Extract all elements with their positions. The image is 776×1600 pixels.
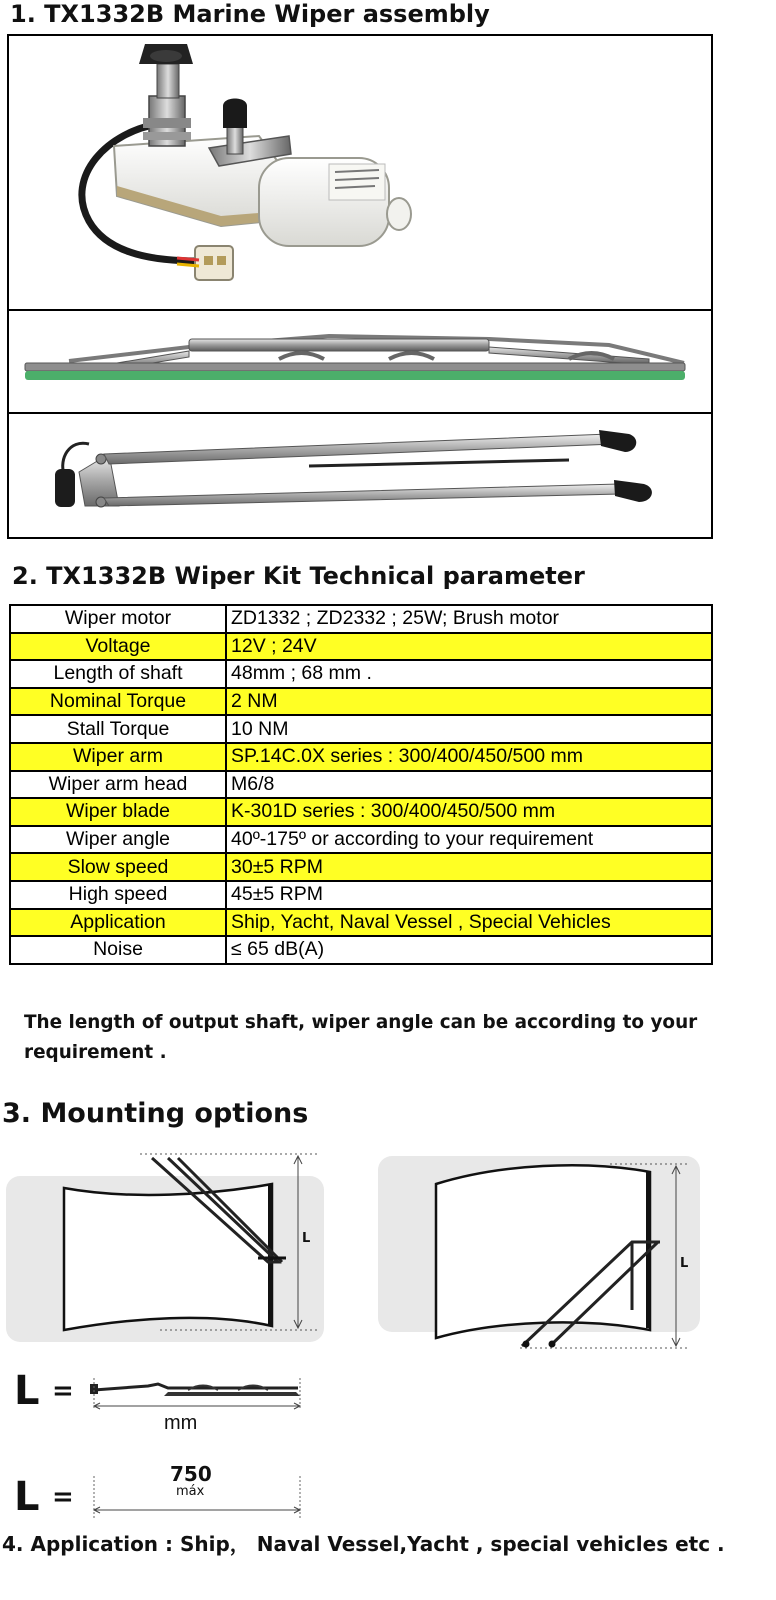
wiper-blade-photo	[9, 311, 711, 414]
spec-value: K-301D series : 300/400/450/500 mm	[226, 798, 712, 826]
spec-label: Slow speed	[10, 853, 226, 881]
spec-value: ≤ 65 dB(A)	[226, 936, 712, 964]
spec-label: Stall Torque	[10, 715, 226, 743]
spec-value: Ship, Yacht, Naval Vessel , Special Vehicles	[226, 909, 712, 937]
mounting-diagram-right	[370, 1150, 710, 1355]
table-row	[10, 936, 712, 964]
table-row	[10, 743, 712, 771]
spec-label: Wiper blade	[10, 798, 226, 826]
spec-label: Voltage	[10, 633, 226, 661]
section-title-parameters: 2. TX1332B Wiper Kit Technical parameter	[12, 562, 585, 590]
spec-value: 45±5 RPM	[226, 881, 712, 909]
spec-value: SP.14C.0X series : 300/400/450/500 mm	[226, 743, 712, 771]
formula-equals: =	[52, 1376, 74, 1406]
formula-symbol: L	[14, 1368, 40, 1414]
spec-label: Nominal Torque	[10, 688, 226, 716]
table-row	[10, 881, 712, 909]
length-label-left: L	[302, 1231, 311, 1246]
table-row	[10, 605, 712, 633]
table-row	[10, 909, 712, 937]
table-row	[10, 633, 712, 661]
spec-value: 10 NM	[226, 715, 712, 743]
wiper-arms-photo	[9, 414, 711, 537]
wiper-motor-photo	[9, 36, 711, 311]
table-row	[10, 826, 712, 854]
spec-value: ZD1332 ; ZD2332 ; 25W; Brush motor	[226, 605, 712, 633]
requirement-note: The length of output shaft, wiper angle can be according to your requirement .	[24, 1012, 698, 1063]
section-title-assembly: 1. TX1332B Marine Wiper assembly	[10, 0, 490, 28]
product-photo-frame	[7, 34, 713, 539]
table-row	[10, 771, 712, 799]
spec-label: Noise	[10, 936, 226, 964]
spec-label: Wiper arm	[10, 743, 226, 771]
spec-value: M6/8	[226, 771, 712, 799]
mounting-diagram-left	[0, 1150, 340, 1345]
max-symbol: L	[14, 1474, 40, 1520]
spec-value: 12V ; 24V	[226, 633, 712, 661]
spec-label: High speed	[10, 881, 226, 909]
spec-label: Wiper arm head	[10, 771, 226, 799]
max-length-value: 750	[170, 1462, 212, 1486]
table-row	[10, 798, 712, 826]
blade-dimension-sketch	[88, 1372, 308, 1412]
table-row	[10, 853, 712, 881]
technical-parameter-table	[9, 604, 713, 965]
max-length-dimension	[88, 1474, 308, 1520]
spec-value: 48mm ; 68 mm .	[226, 660, 712, 688]
spec-value: 30±5 RPM	[226, 853, 712, 881]
section-title-mounting: 3. Mounting options	[2, 1098, 309, 1129]
spec-value: 2 NM	[226, 688, 712, 716]
max-length-sub: máx	[176, 1484, 205, 1499]
table-row	[10, 688, 712, 716]
spec-label: Length of shaft	[10, 660, 226, 688]
spec-label: Wiper angle	[10, 826, 226, 854]
spec-label: Wiper motor	[10, 605, 226, 633]
spec-label: Application	[10, 909, 226, 937]
table-row	[10, 715, 712, 743]
table-row	[10, 660, 712, 688]
max-equals: =	[52, 1482, 74, 1512]
length-label-right: L	[680, 1256, 689, 1271]
formula-unit: mm	[164, 1412, 198, 1434]
section-title-application: 4. Application : Ship， Naval Vessel,Yacht , special vehicles etc .	[2, 1532, 725, 1556]
spec-value: 40º-175º or according to your requirement	[226, 826, 712, 854]
